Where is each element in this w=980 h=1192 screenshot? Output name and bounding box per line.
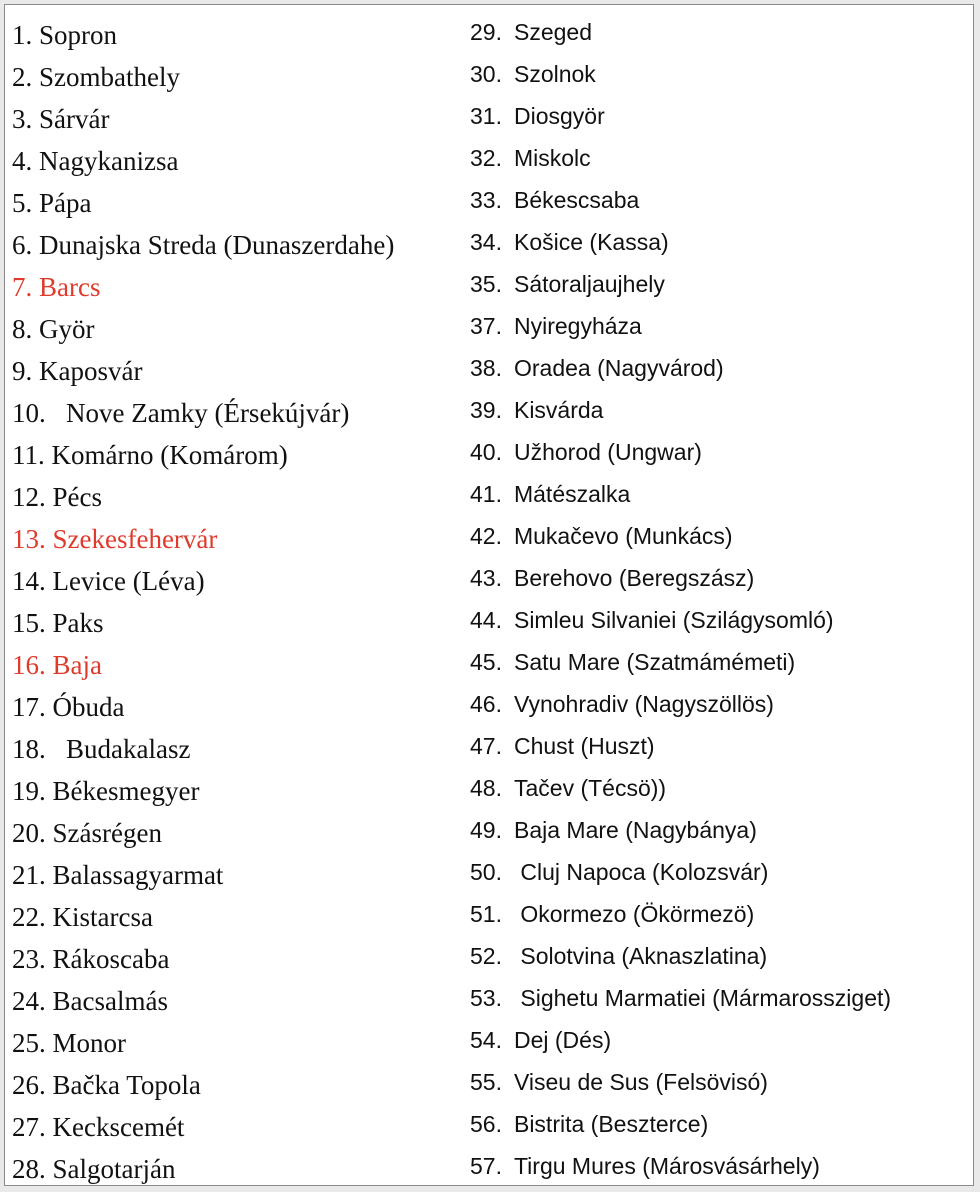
list-item: [470, 683, 891, 725]
list-item: 8. Györ: [12, 314, 95, 344]
list-item: [470, 11, 891, 53]
list-item: 28. Salgotarján: [12, 1154, 176, 1184]
item-name: Diosgyör: [513, 103, 605, 129]
list-item: 22. Kistarcsa: [12, 902, 153, 932]
item-name: Tačev (Técsö)): [513, 775, 667, 801]
item-number: 55.: [470, 1069, 502, 1095]
item-name: Mukačevo (Munkács): [513, 523, 733, 549]
item-name: Nyiregyháza: [513, 313, 642, 339]
list-item: 6. Dunajska Streda (Dunaszerdahe): [12, 230, 395, 260]
item-number: 53.: [470, 985, 502, 1011]
item-name: Chust (Huszt): [513, 733, 655, 759]
list-item: 14. Levice (Léva): [12, 566, 205, 596]
list-item: 21. Balassagyarmat: [12, 860, 224, 890]
list-item: 17. Óbuda: [12, 692, 125, 722]
list-item: [470, 767, 891, 809]
list-item: 20. Szásrégen: [12, 818, 162, 848]
list-item: [470, 137, 891, 179]
list-item: 2. Szombathely: [12, 62, 180, 92]
list-item: [470, 935, 891, 977]
list-item: [470, 389, 891, 431]
item-name: Békescsaba: [513, 187, 640, 213]
item-name: Sighetu Marmatiei (Mármarossziget): [513, 985, 892, 1011]
list-item: 4. Nagykanizsa: [12, 146, 179, 176]
list-item: 12. Pécs: [12, 482, 102, 512]
item-number: 49.: [470, 817, 502, 843]
list-item: [470, 809, 891, 851]
item-name: Košice (Kassa): [513, 229, 669, 255]
list-item: [470, 179, 891, 221]
item-number: 46.: [470, 691, 502, 717]
list-item: 19. Békesmegyer: [12, 776, 200, 806]
item-number: 57.: [470, 1153, 502, 1179]
list-item: [470, 977, 891, 1019]
item-name: Sátoraljaujhely: [513, 271, 665, 297]
item-number: 30.: [470, 61, 502, 87]
list-item-highlighted: 13. Szekesfehervár: [12, 524, 218, 554]
item-number: 37.: [470, 313, 502, 339]
item-name: Szolnok: [513, 61, 596, 87]
list-item: 18. Budakalasz: [12, 734, 191, 764]
item-number: 56.: [470, 1111, 502, 1137]
item-number: 48.: [470, 775, 502, 801]
item-number: 40.: [470, 439, 502, 465]
item-name: Berehovo (Beregszász): [513, 565, 755, 591]
item-name: Miskolc: [513, 145, 591, 171]
item-number: 33.: [470, 187, 502, 213]
list-item: 9. Kaposvár: [12, 356, 143, 386]
list-item: [470, 53, 891, 95]
item-name: Oradea (Nagyvárod): [513, 355, 724, 381]
list-item: 5. Pápa: [12, 188, 92, 218]
list-item: [470, 431, 891, 473]
list-item: [470, 473, 891, 515]
list-item: 26. Bačka Topola: [12, 1070, 201, 1100]
list-item: [470, 725, 891, 767]
item-number: 52.: [470, 943, 502, 969]
item-name: Dej (Dés): [513, 1027, 612, 1053]
item-number: 32.: [470, 145, 502, 171]
list-item: 25. Monor: [12, 1028, 126, 1058]
right-column-list: [470, 11, 891, 1186]
item-name: Satu Mare (Szatmámémeti): [513, 649, 796, 675]
item-name: Tirgu Mures (Márosvásárhely): [513, 1153, 820, 1179]
item-number: 54.: [470, 1027, 502, 1053]
list-item: [470, 599, 891, 641]
list-item: 3. Sárvár: [12, 104, 110, 134]
list-item: [470, 557, 891, 599]
list-item: [470, 95, 891, 137]
list-item: [470, 263, 891, 305]
item-name: Viseu de Sus (Felsövisó): [513, 1069, 768, 1095]
item-number: 31.: [470, 103, 502, 129]
list-item: [470, 641, 891, 683]
item-number: 41.: [470, 481, 502, 507]
item-number: 43.: [470, 565, 502, 591]
city-list-panel: [4, 4, 974, 1186]
list-item: [470, 851, 891, 893]
item-name: Cluj Napoca (Kolozsvár): [513, 859, 769, 885]
item-number: 47.: [470, 733, 502, 759]
item-number: 29.: [470, 19, 502, 45]
item-name: Mátészalka: [513, 481, 631, 507]
item-name: Simleu Silvaniei (Szilágysomló): [513, 607, 834, 633]
item-number: 44.: [470, 607, 502, 633]
item-number: 35.: [470, 271, 502, 297]
list-item: [470, 1145, 891, 1186]
item-name: Vynohradiv (Nagyszöllös): [513, 691, 774, 717]
list-item: 1. Sopron: [12, 20, 118, 50]
item-name: Szeged: [513, 19, 592, 45]
list-item: [470, 305, 891, 347]
list-item: 10. Nove Zamky (Érsekújvár): [12, 398, 350, 428]
list-item: 24. Bacsalmás: [12, 986, 168, 1016]
left-column-list: [12, 14, 394, 1186]
item-number: 50.: [470, 859, 502, 885]
list-item-highlighted: 7. Barcs: [12, 272, 101, 302]
item-name: Solotvina (Aknaszlatina): [513, 943, 768, 969]
item-number: 45.: [470, 649, 502, 675]
list-item: [470, 221, 891, 263]
item-name: Baja Mare (Nagybánya): [513, 817, 757, 843]
item-name: Okormezo (Ökörmezö): [513, 901, 755, 927]
item-name: Bistrita (Beszterce): [513, 1111, 709, 1137]
list-item: [470, 1103, 891, 1145]
list-item: 15. Paks: [12, 608, 104, 638]
list-item: [470, 347, 891, 389]
item-number: 42.: [470, 523, 502, 549]
item-name: Kisvárda: [513, 397, 604, 423]
list-item: [470, 1061, 891, 1103]
item-number: 38.: [470, 355, 502, 381]
item-name: Užhorod (Ungwar): [513, 439, 702, 465]
item-number: 51.: [470, 901, 502, 927]
list-item: 27. Keckscemét: [12, 1112, 185, 1142]
item-number: 39.: [470, 397, 502, 423]
item-number: 34.: [470, 229, 502, 255]
list-item-highlighted: 16. Baja: [12, 650, 102, 680]
list-item: 23. Rákoscaba: [12, 944, 170, 974]
list-item: [470, 893, 891, 935]
list-item: [470, 1019, 891, 1061]
list-item: [470, 515, 891, 557]
list-item: 11. Komárno (Komárom): [12, 440, 288, 470]
